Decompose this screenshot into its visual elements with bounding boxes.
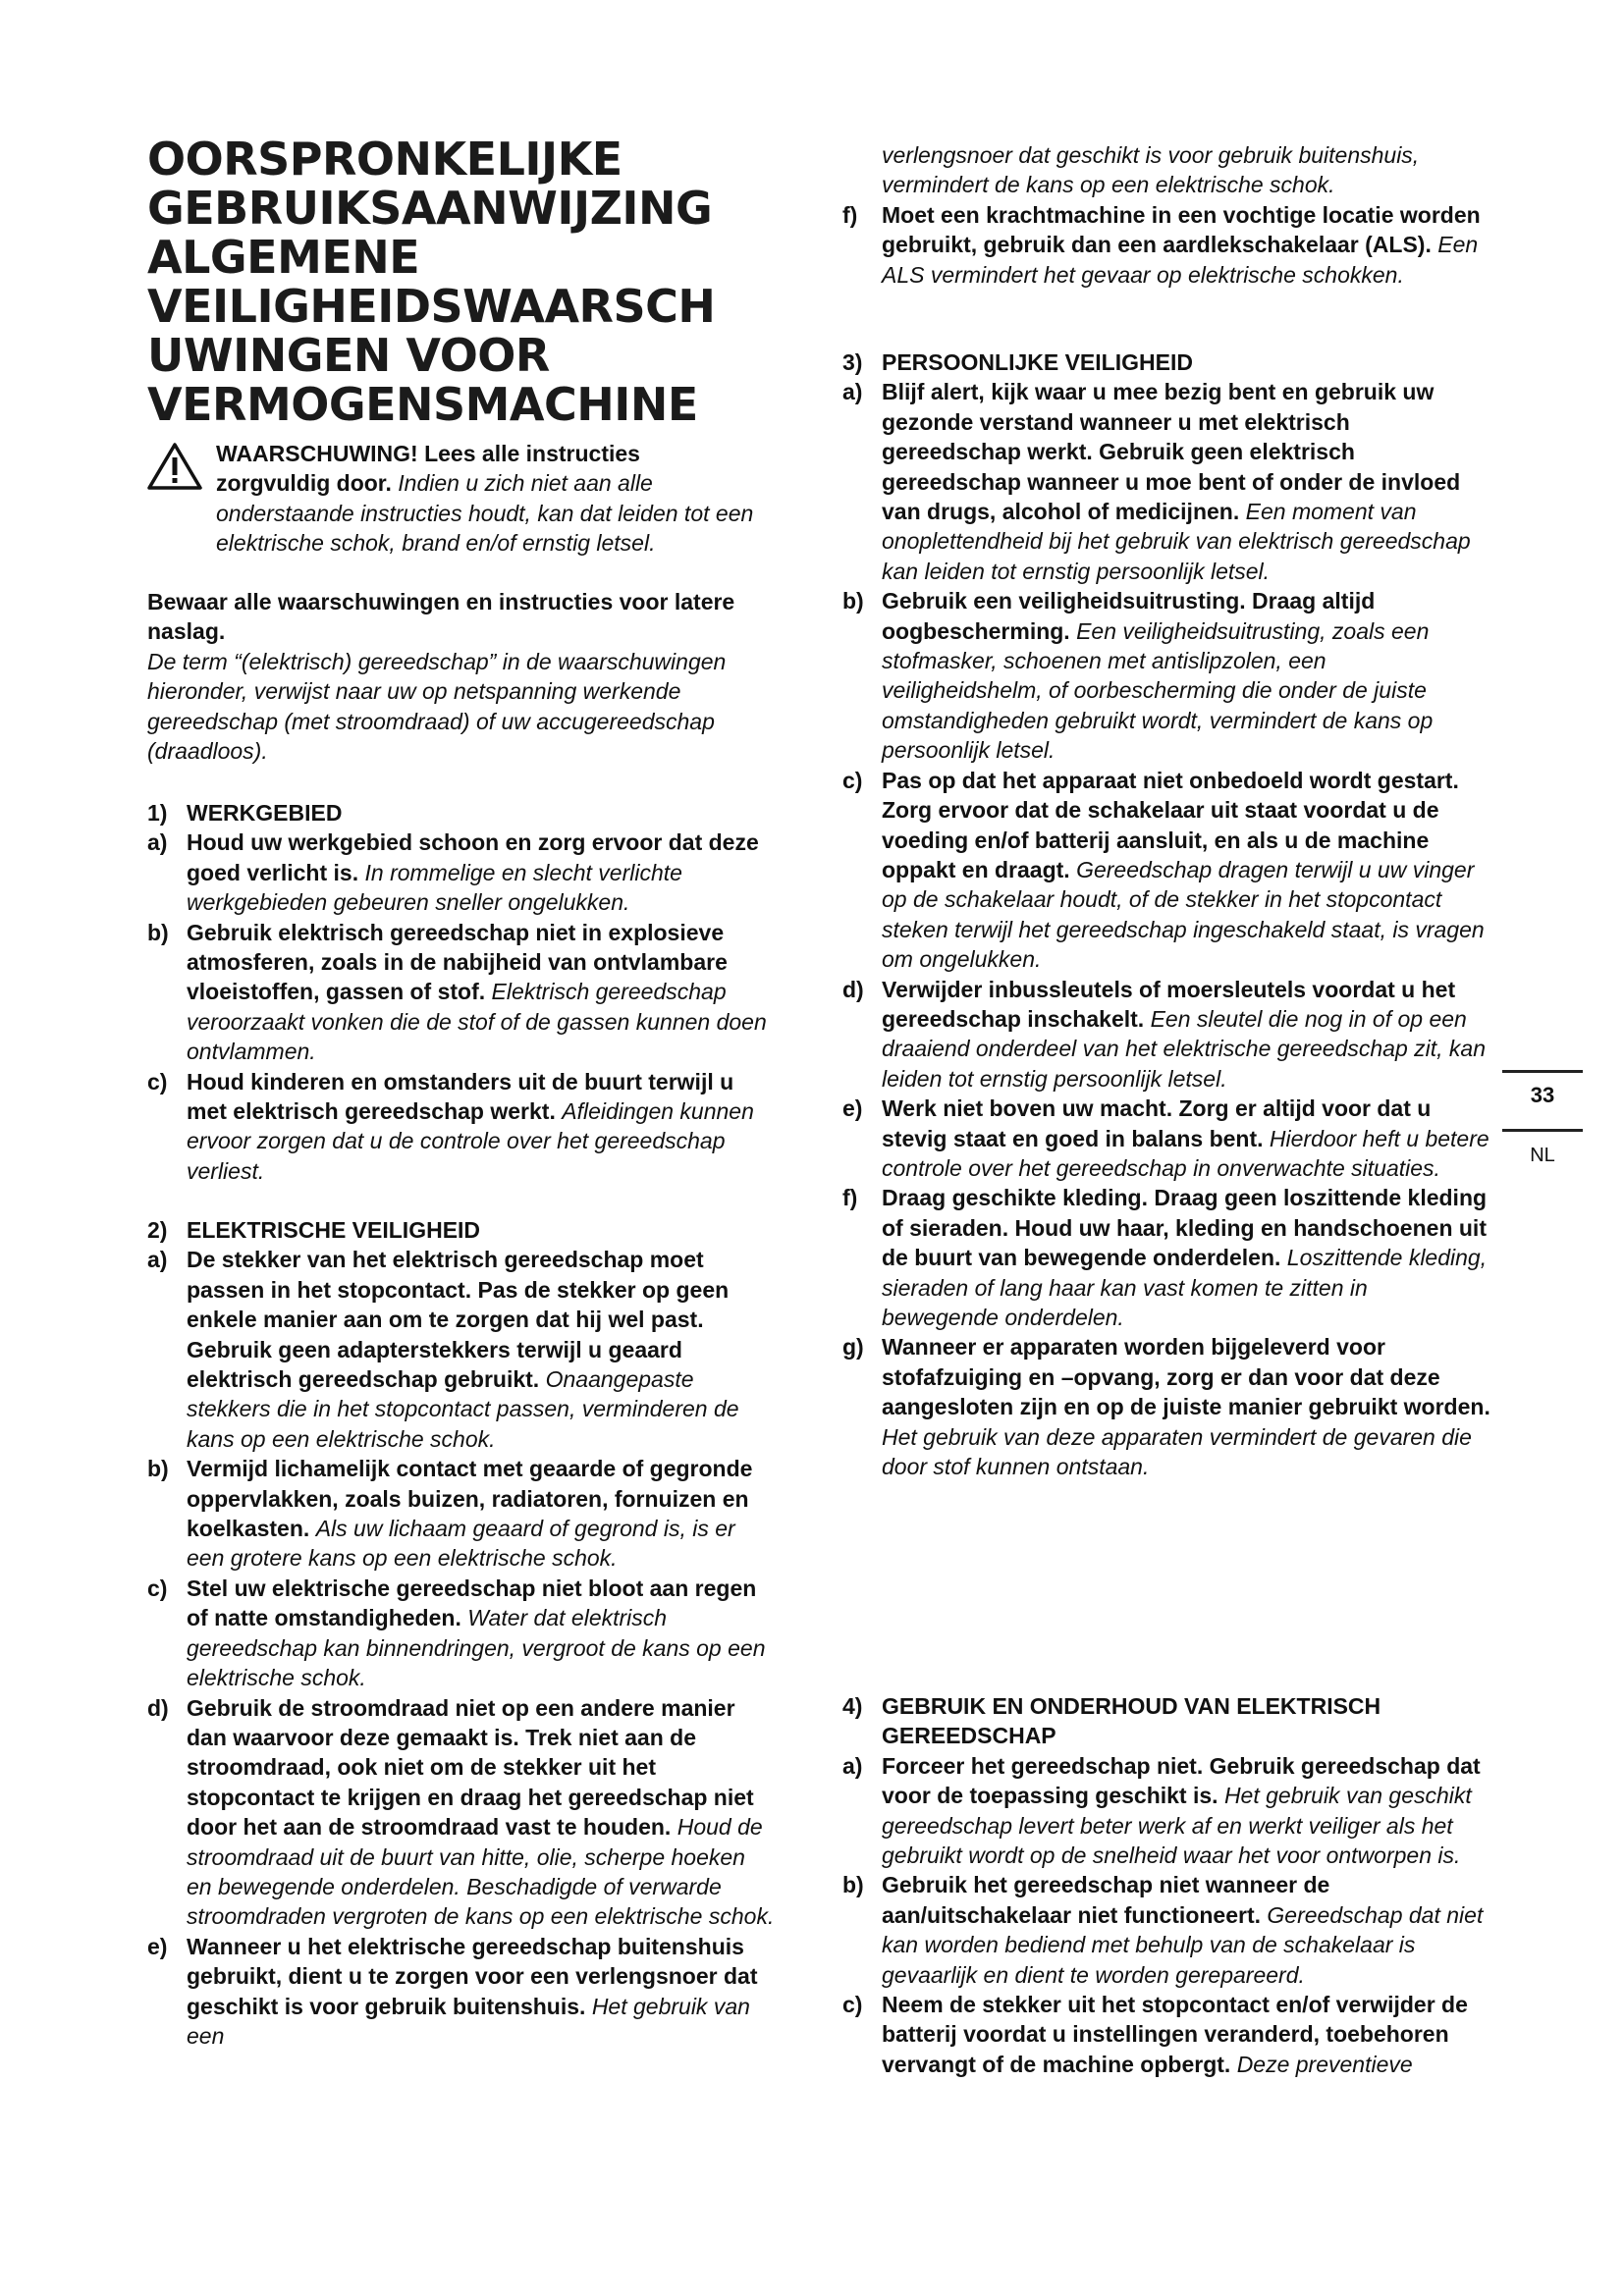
title-line: OORSPRONKELIJKE [147,133,623,186]
title-line: VEILIGHEIDSWAARSCH [147,280,716,333]
item-bold: Wanneer u het elektrische gereedschap buitenshuis gebruikt, dient u te zorgen voor een verlengsnoer dat geschikt is voor gebruik buitenshuis. [187,1933,758,2019]
item-bold: Blijf alert, kijk waar u mee bezig bent en gebruik uw gezonde verstand wanneer u met elektrisch gereedschap werkt. Gebruik geen elektrisch gereedschap wanneer u moe bent of onder de invloed van drugs, alcohol of medicijnen. [882,379,1461,525]
item-bold: Gebruik een veiligheidsuitrusting. Draag altijd oogbescherming. [882,588,1376,644]
list-item [842,766,1490,975]
item-letter: a) [147,829,168,856]
section-number: 2) [147,1217,168,1243]
warning-block [147,439,776,559]
warning-triangle-icon [147,442,202,491]
item-letter: c) [147,1575,168,1601]
item-bold: Gebruik elektrisch gereedschap niet in explosieve atmosferen, zoals in de nabijheid van ontvlambare vloeistoffen, gassen of stof. [187,919,728,1005]
warning-text: Indien u zich niet aan alle onderstaande instructies houdt, kan dat leiden tot een elektrische schok, brand en/of ernstig letsel. [216,470,754,557]
list-item [842,377,1490,586]
item-bold: Wanneer er apparaten worden bijgeleverd voor stofafzuiging en –opvang, zorg er dan voor dat deze aangesloten zijn en op de juiste manier gebruikt worden. [882,1334,1490,1420]
list-item [842,200,1490,290]
item-bold: Pas op dat het apparaat niet onbedoeld wordt gestart. Zorg ervoor dat de schakelaar uit staat voordat u de voeding en/of batterij aansluit, en als u de machine oppakt en draagt. [882,767,1459,882]
item-italic: Elektrisch gereedschap veroorzaakt vonken die de stof of de gassen kunnen doen ontvlammen. [187,979,767,1065]
item-letter: b) [842,1872,864,1898]
section-heading [842,1691,1490,1751]
item-italic: Het gebruik van geschikt gereedschap levert beter werk af en werkt veiliger als het gebruikt wordt op de snelheid waar het voor ontworpen is. [882,1783,1472,1869]
section-title: PERSOONLIJKE VEILIGHEID [882,349,1193,375]
section-persoonlijke-veiligheid [842,347,1490,1481]
page-title [147,134,776,429]
title-line: ALGEMENE [147,231,420,284]
list-item-continued [842,140,1490,200]
item-italic: Deze preventieve [1236,2051,1413,2077]
item-bold: Draag geschikte kleding. Draag geen loszittende kleding of sieraden. Houd uw haar, kleding en handschoenen uit de buurt van bewegende onderdelen. [882,1185,1488,1271]
list-item [147,918,776,1067]
item-italic: Houd de stroomdraad uit de buurt van hitte, olie, scherpe hoeken en bewegende onderdelen. Beschadigde of verwarde stroomdraden vergroten de kans op een elektrische schok. [187,1814,775,1930]
warning-heading-cont: zorgvuldig door. [216,470,392,497]
list-item [842,1990,1490,2079]
list-item [842,1870,1490,1990]
item-letter: g) [842,1334,864,1361]
title-line: UWINGEN VOOR [147,329,550,382]
item-letter: b) [842,588,864,614]
list-item [842,1332,1490,1481]
section-gebruik-en-onderhoud [842,1691,1490,2079]
section-number: 1) [147,800,168,826]
item-bold: Neem de stekker uit het stopcontact en/of verwijder de batterij voordat u instellingen veranderd, toebehoren vervangt of de machine opbergt. [882,1992,1468,2077]
title-line: VERMOGENSMACHINE [147,378,698,431]
item-bold: De stekker van het elektrisch gereedschap moet passen in het stopcontact. Pas de stekker op geen enkele manier aan om te zorgen dat hij wel past. Gebruik geen adapterstekkers terwijl u geaard elektrisch gereedschap gebruikt. [187,1247,730,1393]
section-elektrische-veiligheid-continued [842,140,1490,290]
item-italic: verlengsnoer dat geschikt is voor gebruik buitenshuis, vermindert de kans op een elektrische schok. [882,142,1420,198]
keep-text: De term “(elektrisch) gereedschap” in de waarschuwingen hieronder, verwijst naar uw op netspanning werkende gereedschap (met stroomdraad) of uw accugereedschap (draadloos). [147,648,727,765]
language-label: NL [1530,1145,1555,1166]
section-werkgebied [147,798,776,1186]
list-item [147,1693,776,1932]
section-number: 3) [842,349,863,375]
keep-instructions [147,587,776,766]
section-heading [842,347,1490,377]
item-letter: c) [842,767,863,793]
item-letter: c) [842,1992,863,2018]
item-italic: Een sleutel die nog in of op een draaiend onderdeel van het elektrische gereedschap zit, kan leiden tot ernstig persoonlijk letsel. [882,1005,1487,1092]
item-bold: Vermijd lichamelijk contact met geaarde of gegronde oppervlakken, zoals buizen, radiatoren, fornuizen en koelkasten. [187,1456,753,1542]
item-bold: Gebruik het gereedschap niet wanneer de aan/uitschakelaar niet functioneert. [882,1872,1330,1928]
item-bold: Houd kinderen en omstanders uit de buurt terwijl u met elektrisch gereedschap werkt. [187,1068,734,1125]
list-item [147,1454,776,1574]
item-bold: Werk niet boven uw macht. Zorg er altijd voor dat u stevig staat en goed in balans bent. [882,1095,1432,1151]
item-letter: d) [147,1694,169,1721]
list-item [147,1932,776,2052]
item-italic: Een moment van onoplettendheid bij het gebruik van elektrisch gereedschap kan leiden tot ernstig persoonlijk letsel. [882,499,1471,584]
item-italic: Als uw lichaam geaard of gegrond is, is er een grotere kans op een elektrische schok. [187,1516,735,1572]
item-letter: f) [842,1185,858,1211]
item-italic: Water dat elektrisch gereedschap kan binnendringen, vergroot de kans op een elektrische schok. [187,1605,766,1691]
list-item [842,1094,1490,1183]
page-number: 33 [1530,1083,1555,1107]
item-letter: f) [842,201,858,228]
item-letter: c) [147,1068,168,1095]
item-bold: Verwijder inbussleutels of moersleutels voordat u het gereedschap inschakelt. [882,976,1456,1032]
item-italic: Het gebruik van een [187,1993,750,2049]
section-number: 4) [842,1693,863,1719]
item-italic: Afleidingen kunnen ervoor zorgen dat u de controle over het gereedschap verliest. [187,1098,754,1184]
item-italic: Een veiligheidsuitrusting, zoals een stofmasker, schoenen met antislipzolen, een veiligheidshelm, of oorbescherming die onder de juiste omstandigheden gebruikt wordt, vermindert de kans op persoonlijk letsel. [882,617,1434,764]
item-italic: Gereedschap dat niet kan worden bediend met behulp van de schakelaar is gevaarlijk en dient te worden gerepareerd. [882,1901,1484,1988]
section-heading [147,798,776,828]
page-tab-divider [1502,1129,1583,1132]
item-bold: Moet een krachtmachine in een vochtige locatie worden gebruikt, gebruik dan een aardlekschakelaar (ALS). [882,201,1481,258]
section-title: ELEKTRISCHE VEILIGHEID [187,1217,481,1243]
warning-heading: WAARSCHUWING! Lees alle instructies [216,441,640,466]
item-bold: Gebruik de stroomdraad niet op een andere manier dan waarvoor deze gemaakt is. Trek niet aan de stroomdraad, ook niet om de stekker uit het stopcontact te krijgen en draag het gereedschap niet door het aan de stroomdraad vast te houden. [187,1694,754,1841]
page-tab-divider [1502,1070,1583,1073]
item-letter: b) [147,1456,169,1482]
item-bold: Houd uw werkgebied schoon en zorg ervoor dat deze goed verlicht is. [187,829,759,885]
list-item [147,828,776,917]
item-italic: In rommelige en slecht verlichte werkgebieden gebeuren sneller ongelukken. [187,859,682,916]
item-letter: a) [842,379,863,405]
list-item [147,1067,776,1187]
item-italic: Gereedschap dragen terwijl u uw vinger op de schakelaar houdt, of de stekker in het stopcontact steken terwijl het gereedschap ingeschakeld staat, is vragen om ongelukken. [882,856,1485,973]
list-item [842,975,1490,1095]
item-bold: Stel uw elektrische gereedschap niet bloot aan regen of natte omstandigheden. [187,1575,757,1631]
item-letter: a) [147,1247,168,1273]
list-item [842,1751,1490,1871]
item-italic: Onaangepaste stekkers die in het stopcontact passen, verminderen de kans op een elektrische schok. [187,1366,739,1452]
section-heading [147,1215,776,1245]
list-item [842,1183,1490,1332]
item-letter: b) [147,919,169,945]
list-item [147,1245,776,1454]
list-item [147,1574,776,1693]
item-letter: e) [842,1095,863,1122]
item-italic: Het gebruik van deze apparaten vermindert de gevaren die door stof kunnen ontstaan. [882,1423,1472,1480]
item-letter: d) [842,976,864,1002]
item-italic: Loszittende kleding, sieraden of lang haar kan vast komen te zitten in bewegende onderdelen. [882,1245,1488,1330]
item-letter: a) [842,1752,863,1779]
section-title: GEBRUIK EN ONDERHOUD VAN ELEKTRISCH GEREEDSCHAP [882,1693,1381,1749]
item-bold: Forceer het gereedschap niet. Gebruik gereedschap dat voor de toepassing geschikt is. [882,1752,1481,1809]
title-line: GEBRUIKSAANWIJZING [147,182,713,235]
section-elektrische-veiligheid [147,1215,776,2051]
item-italic: Hierdoor heft u betere controle over het gereedschap in onverwachte situaties. [882,1125,1489,1181]
list-item [842,586,1490,765]
keep-heading: Bewaar alle waarschuwingen en instructies voor latere naslag. [147,589,735,645]
item-letter: e) [147,1933,168,1959]
section-title: WERKGEBIED [187,800,343,826]
item-italic: Een ALS vermindert het gevaar op elektrische schokken. [882,232,1479,288]
